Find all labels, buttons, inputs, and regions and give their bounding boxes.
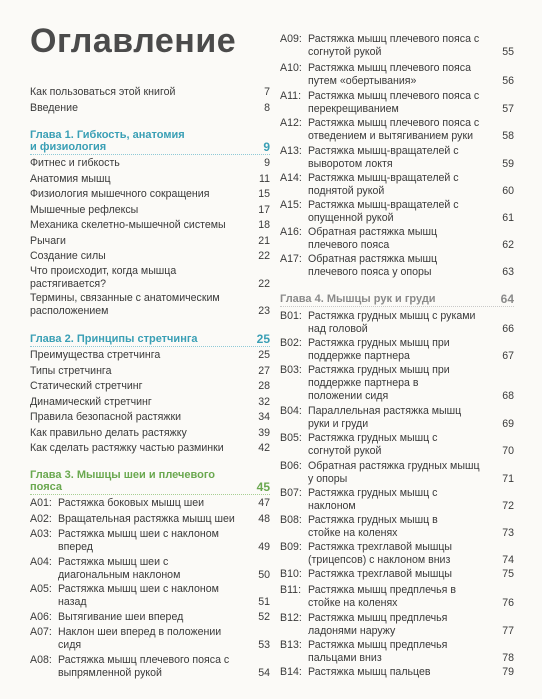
page-number: 66 xyxy=(502,323,514,335)
toc-entry[interactable]: Введение 8 xyxy=(30,102,270,114)
page-number: 48 xyxy=(258,513,270,525)
chapter-4-heading[interactable]: Глава 4. Мышцы рук и груди 64 xyxy=(280,292,514,306)
toc-entry[interactable]: A16: Обратная растяжка мышц плечевого пояса 62 xyxy=(280,226,514,251)
page-number: 39 xyxy=(258,427,270,439)
page-number: 54 xyxy=(258,667,270,679)
page-number: 21 xyxy=(258,235,270,247)
page-number: 50 xyxy=(258,569,270,581)
toc-entry[interactable]: Преимущества стретчинга 25 xyxy=(30,349,270,361)
toc-entry[interactable]: Мышечные рефлексы 17 xyxy=(30,204,270,216)
toc-entry[interactable]: B13: Растяжка мышц предплечья пальцами вниз 78 xyxy=(280,639,514,664)
toc-entry[interactable]: A14: Растяжка мышц-вращателей с поднятой рукой 60 xyxy=(280,172,514,197)
page-number: 62 xyxy=(502,239,514,251)
toc-entry[interactable]: B04: Параллельная растяжка мышц руки и груди 69 xyxy=(280,405,514,430)
toc-entry[interactable]: A10: Растяжка мышц плечевого пояса путем «обертывания» 56 xyxy=(280,62,514,87)
page-number: 70 xyxy=(502,445,514,457)
page-number: 63 xyxy=(502,266,514,278)
toc-entry[interactable]: Создание силы 22 xyxy=(30,250,270,262)
page-number: 22 xyxy=(258,250,270,262)
page-number: 47 xyxy=(258,497,270,509)
toc-entry[interactable]: Статический стретчинг 28 xyxy=(30,380,270,392)
toc-entry[interactable]: B02: Растяжка грудных мышц при поддержке партнера 67 xyxy=(280,337,514,362)
page-number: 34 xyxy=(258,411,270,423)
page-number: 61 xyxy=(502,212,514,224)
page-number: 73 xyxy=(502,527,514,539)
chapter-2-heading[interactable]: Глава 2. Принципы стретчинга 25 xyxy=(30,332,270,346)
toc-entry[interactable]: B10: Растяжка трехглавой мышцы 75 xyxy=(280,568,514,580)
chapter-divider xyxy=(30,494,270,495)
toc-entry[interactable]: Типы стретчинга 27 xyxy=(30,365,270,377)
toc-entry[interactable]: A13: Растяжка мышц-вращателей с выворотом локтя 59 xyxy=(280,145,514,170)
page-number: 18 xyxy=(258,219,270,231)
toc-entry[interactable]: B14: Растяжка мышц пальцев 79 xyxy=(280,666,514,678)
toc-entry[interactable]: B06: Обратная растяжка грудных мышц у опоры 71 xyxy=(280,460,514,485)
page-number: 8 xyxy=(264,102,270,114)
page-number: 64 xyxy=(500,292,514,306)
page-number: 57 xyxy=(502,103,514,115)
page-number: 67 xyxy=(502,350,514,362)
page-number: 9 xyxy=(264,157,270,169)
toc-entry[interactable]: Правила безопасной растяжки 34 xyxy=(30,411,270,423)
page-number: 68 xyxy=(502,390,514,402)
page-number: 23 xyxy=(258,305,270,317)
toc-entry[interactable]: B05: Растяжка грудных мышц с согнутой рукой 70 xyxy=(280,432,514,457)
page-number: 58 xyxy=(502,130,514,142)
toc-entry[interactable]: A02: Вращательная растяжка мышц шеи 48 xyxy=(30,513,270,525)
page-number: 17 xyxy=(258,204,270,216)
page-number: 22 xyxy=(258,278,270,290)
toc-entry[interactable]: Термины, связанные с анатомическим расположением 23 xyxy=(30,292,270,317)
toc-entry[interactable]: A04: Растяжка мышц шеи с диагональным наклоном 50 xyxy=(30,556,270,581)
chapter-1-heading[interactable]: Глава 1. Гибкость, анатомия и физиология 9 xyxy=(30,129,270,154)
toc-entry[interactable]: Как пользоваться этой книгой 7 xyxy=(30,86,270,98)
toc-entry[interactable]: B11: Растяжка мышц предплечья в стойке на коленях 76 xyxy=(280,584,514,609)
toc-entry[interactable]: B12: Растяжка мышц предплечья ладонями наружу 77 xyxy=(280,612,514,637)
page-number: 25 xyxy=(258,349,270,361)
page-number: 42 xyxy=(258,442,270,454)
page-number: 59 xyxy=(502,158,514,170)
chapter-3-heading[interactable]: Глава 3. Мышцы шеи и плечевого пояса 45 xyxy=(30,469,270,494)
toc-entry[interactable]: A07: Наклон шеи вперед в положении сидя 53 xyxy=(30,626,270,651)
page-number: 79 xyxy=(502,666,514,678)
page-number: 11 xyxy=(259,173,270,185)
page-number: 78 xyxy=(502,652,514,664)
page-number: 52 xyxy=(258,611,270,623)
page-number: 15 xyxy=(258,188,270,200)
toc-entry[interactable]: B08: Растяжка грудных мышц в стойке на коленях 73 xyxy=(280,514,514,539)
chapter-divider xyxy=(30,346,270,347)
page-number: 32 xyxy=(258,396,270,408)
toc-entry[interactable]: A09: Растяжка мышц плечевого пояса с согнутой рукой 55 xyxy=(280,33,514,58)
toc-entry[interactable]: Что происходит, когда мышца растягивается? 22 xyxy=(30,265,270,290)
toc-entry[interactable]: Динамический стретчинг 32 xyxy=(30,396,270,408)
toc-entry[interactable]: A01: Растяжка боковых мышц шеи 47 xyxy=(30,497,270,509)
toc-entry[interactable]: Как правильно делать растяжку 39 xyxy=(30,427,270,439)
page-number: 28 xyxy=(258,380,270,392)
page-number: 53 xyxy=(258,639,270,651)
toc-entry[interactable]: A06: Вытягивание шеи вперед 52 xyxy=(30,611,270,623)
page-number: 76 xyxy=(502,597,514,609)
chapter-divider xyxy=(30,154,270,155)
toc-entry[interactable]: A12: Растяжка мышц плечевого пояса с отведением и вытягиванием руки 58 xyxy=(280,117,514,142)
toc-entry[interactable]: B09: Растяжка трехглавой мышцы (трицепсов) с наклоном вниз 74 xyxy=(280,541,514,566)
page-number: 45 xyxy=(256,480,270,494)
page-title: Оглавление xyxy=(30,22,237,60)
toc-entry[interactable]: B01: Растяжка грудных мышц с руками над головой 66 xyxy=(280,310,514,335)
page-number: 56 xyxy=(502,75,514,87)
toc-entry[interactable]: Механика скелетно-мышечной системы 18 xyxy=(30,219,270,231)
page-number: 27 xyxy=(258,365,270,377)
page-number: 69 xyxy=(502,418,514,430)
toc-entry[interactable]: A17: Обратная растяжка мышц плечевого пояса у опоры 63 xyxy=(280,253,514,278)
toc-entry[interactable]: B07: Растяжка грудных мышц с наклоном 72 xyxy=(280,487,514,512)
page-number: 9 xyxy=(263,140,270,154)
chapter-divider xyxy=(280,306,514,307)
toc-entry[interactable]: A03: Растяжка мышц шеи с наклоном вперед 49 xyxy=(30,528,270,553)
toc-entry[interactable]: Анатомия мышц 11 xyxy=(30,173,270,185)
toc-entry[interactable]: B03: Растяжка грудных мышц при поддержке партнера в положении сидя 68 xyxy=(280,364,514,402)
toc-entry[interactable]: A08: Растяжка мышц плечевого пояса с выпрямленной рукой 54 xyxy=(30,654,270,679)
toc-entry[interactable]: A11: Растяжка мышц плечевого пояса с перекрещиванием 57 xyxy=(280,90,514,115)
page-number: 60 xyxy=(502,185,514,197)
toc-entry[interactable]: Как сделать растяжку частью разминки 42 xyxy=(30,442,270,454)
toc-entry[interactable]: A15: Растяжка мышц-вращателей с опущенной рукой 61 xyxy=(280,199,514,224)
page-number: 74 xyxy=(502,554,514,566)
toc-entry[interactable]: Физиология мышечного сокращения 15 xyxy=(30,188,270,200)
page-number: 51 xyxy=(258,596,270,608)
toc-entry[interactable]: A05: Растяжка мышц шеи с наклоном назад 51 xyxy=(30,583,270,608)
page-number: 49 xyxy=(258,541,270,553)
page-number: 72 xyxy=(502,500,514,512)
page-number: 7 xyxy=(264,86,270,98)
page-number: 77 xyxy=(502,625,514,637)
page-number: 75 xyxy=(502,568,514,580)
page-number: 55 xyxy=(502,46,514,58)
toc-entry[interactable]: Рычаги 21 xyxy=(30,235,270,247)
toc-entry[interactable]: Фитнес и гибкость 9 xyxy=(30,157,270,169)
page-number: 25 xyxy=(256,332,270,346)
page-number: 71 xyxy=(502,473,514,485)
